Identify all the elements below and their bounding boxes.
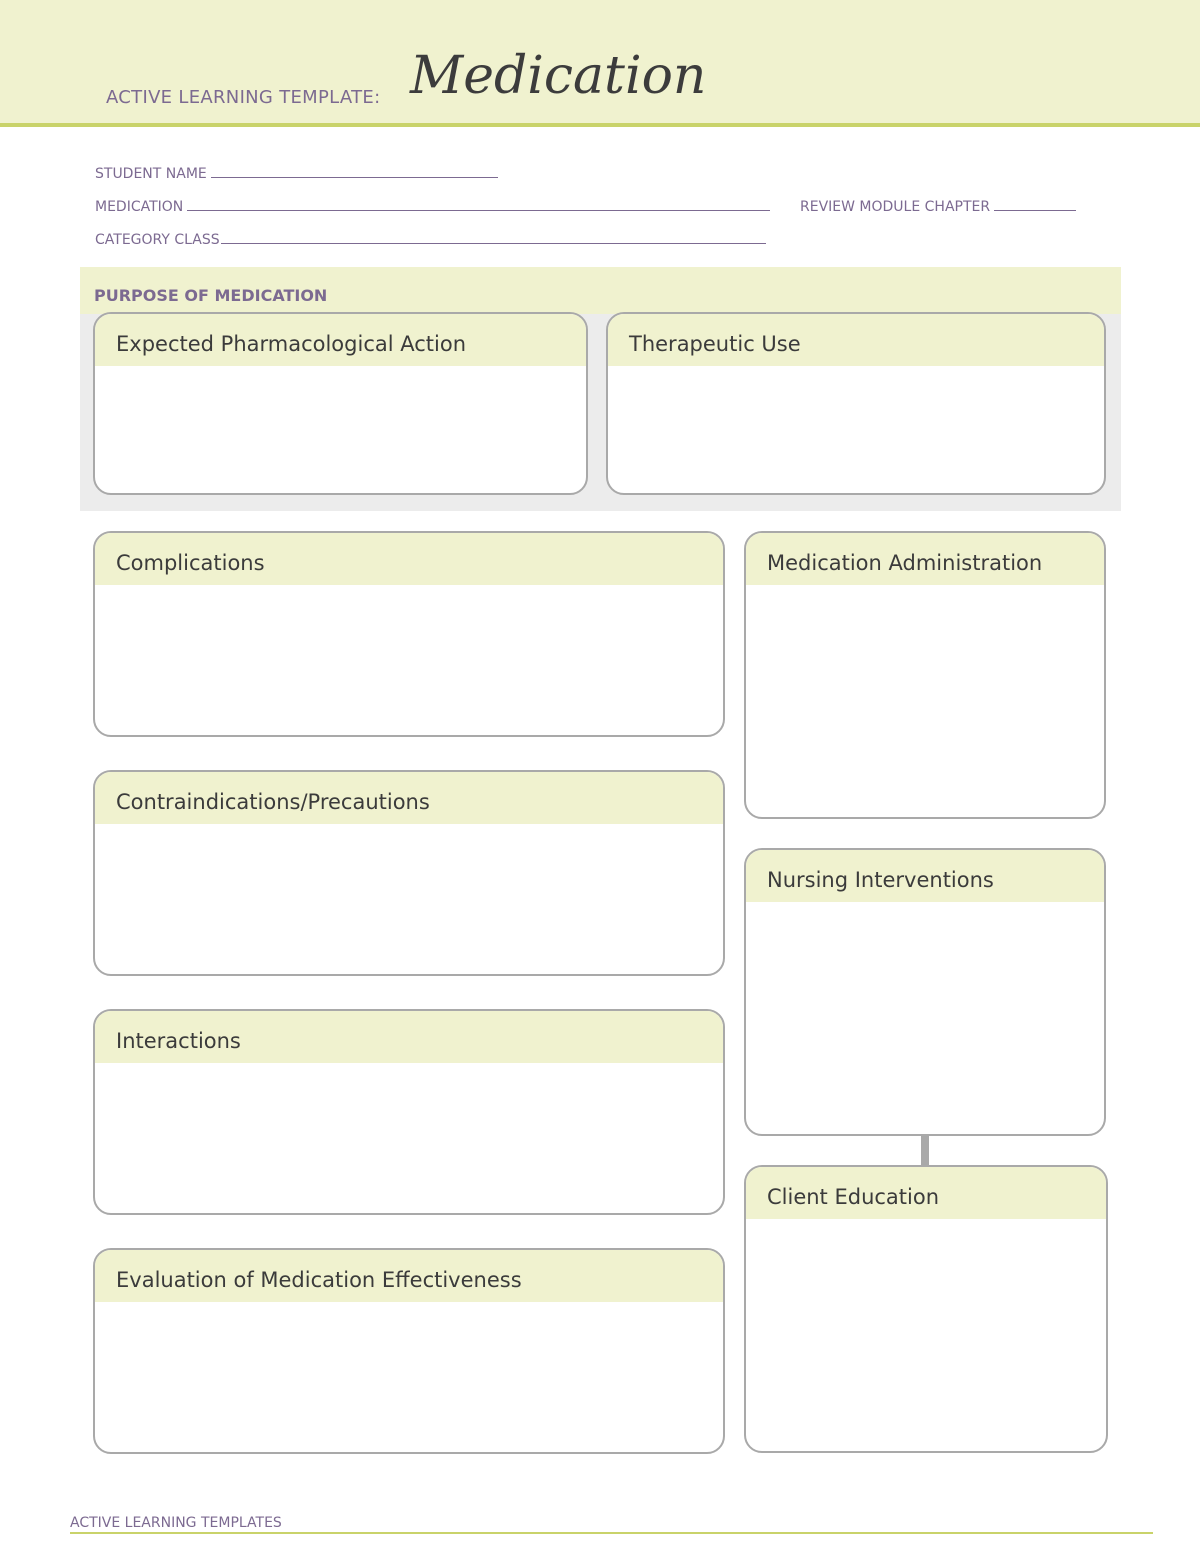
evaluation-heading: Evaluation of Medication Effectiveness (95, 1250, 723, 1302)
purpose-heading: PURPOSE OF MEDICATION (94, 286, 328, 305)
medication-field[interactable] (95, 198, 770, 215)
medication-administration-box[interactable] (744, 531, 1106, 819)
category-class-label: CATEGORY CLASS (95, 232, 220, 248)
interactions-heading: Interactions (95, 1011, 723, 1063)
expected-action-box[interactable] (93, 312, 588, 495)
header-rule (0, 123, 1200, 127)
page-title: Medication (410, 46, 707, 106)
complications-box[interactable] (93, 531, 725, 737)
footer-rule (70, 1532, 1153, 1534)
connector-bar (921, 1134, 929, 1166)
medication-administration-heading: Medication Administration (746, 533, 1104, 585)
expected-action-heading: Expected Pharmacological Action (95, 314, 586, 366)
complications-heading: Complications (95, 533, 723, 585)
nursing-interventions-box[interactable] (744, 848, 1106, 1136)
student-name-label: STUDENT NAME (95, 166, 207, 182)
therapeutic-use-heading: Therapeutic Use (608, 314, 1104, 366)
contraindications-heading: Contraindications/Precautions (95, 772, 723, 824)
evaluation-box[interactable] (93, 1248, 725, 1454)
therapeutic-use-box[interactable] (606, 312, 1106, 495)
review-module-chapter-field[interactable] (800, 198, 1076, 215)
client-education-box[interactable] (744, 1165, 1108, 1453)
review-module-chapter-blank[interactable] (994, 198, 1076, 211)
category-class-blank[interactable] (221, 231, 766, 244)
template-label: ACTIVE LEARNING TEMPLATE: (106, 87, 381, 108)
student-name-field[interactable] (95, 165, 498, 182)
nursing-interventions-heading: Nursing Interventions (746, 850, 1104, 902)
interactions-box[interactable] (93, 1009, 725, 1215)
contraindications-box[interactable] (93, 770, 725, 976)
medication-blank[interactable] (187, 198, 770, 211)
category-class-field[interactable] (95, 231, 766, 248)
footer-label: ACTIVE LEARNING TEMPLATES (70, 1515, 282, 1531)
medication-label: MEDICATION (95, 199, 184, 215)
student-name-blank[interactable] (211, 165, 498, 178)
client-education-heading: Client Education (746, 1167, 1106, 1219)
review-module-chapter-label: REVIEW MODULE CHAPTER (800, 199, 991, 215)
